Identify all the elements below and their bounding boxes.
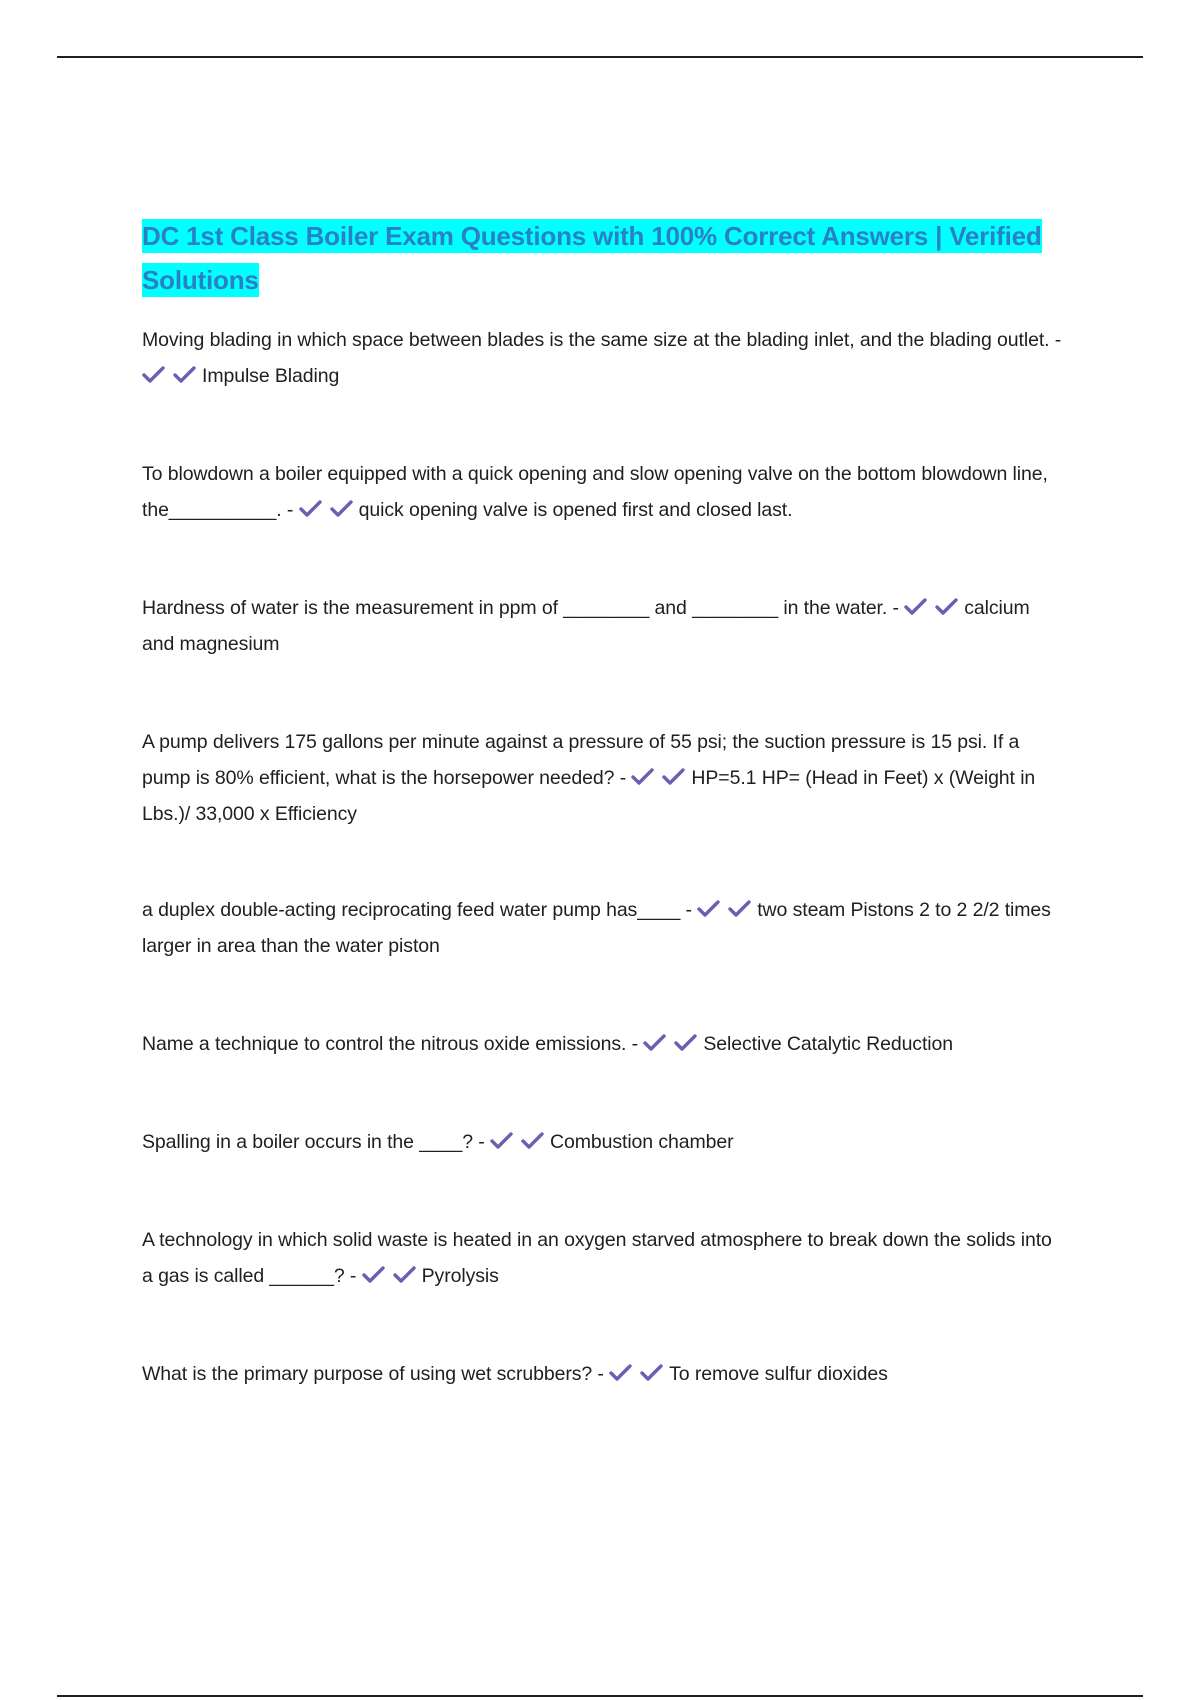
document-title (142, 214, 1067, 302)
qa-item-6 (142, 1026, 1067, 1062)
document-title-text: DC 1st Class Boiler Exam Questions with 100% Correct Answers | Verified Solutions (142, 221, 1042, 295)
double-checkmark-icon (362, 1265, 418, 1285)
qa-item-4 (142, 724, 1067, 832)
answer-text: HP=5.1 HP= (Head in Feet) x (Weight in Lbs.)/ 33,000 x Efficiency (142, 767, 1036, 825)
double-checkmark-icon (490, 1131, 546, 1151)
question-text: A pump delivers 175 gallons per minute against a pressure of 55 psi; the suction pressure is 15 psi. If a pump is 80% efficient, what is the horsepower needed? - (142, 731, 1020, 789)
double-checkmark-icon (142, 365, 198, 385)
answer-text: To remove sulfur dioxides (669, 1363, 888, 1385)
answer-text: quick opening valve is opened first and closed last. (358, 499, 793, 521)
double-checkmark-icon (609, 1363, 665, 1383)
answer-text: Impulse Blading (202, 365, 340, 387)
question-text: Moving blading in which space between blades is the same size at the blading inlet, and the blading outlet. - (142, 329, 1062, 351)
answer-text: Pyrolysis (421, 1265, 499, 1287)
question-text: Name a technique to control the nitrous oxide emissions. - (142, 1033, 644, 1055)
double-checkmark-icon (697, 899, 753, 919)
answer-text: calcium and magnesium (142, 597, 1030, 655)
qa-item-5 (142, 892, 1067, 964)
question-text: A technology in which solid waste is heated in an oxygen starved atmosphere to break down the solids into a gas is called ______? - (142, 1229, 1052, 1287)
document-body (142, 214, 1067, 1454)
qa-item-8 (142, 1222, 1067, 1294)
double-checkmark-icon (631, 767, 687, 787)
qa-item-3 (142, 590, 1067, 662)
question-text: What is the primary purpose of using wet scrubbers? - (142, 1363, 610, 1385)
answer-text: Combustion chamber (550, 1131, 734, 1153)
answer-text: two steam Pistons 2 to 2 2/2 times larger in area than the water piston (142, 899, 1051, 957)
question-text: Spalling in a boiler occurs in the ____? - (142, 1131, 490, 1153)
bottom-rule (57, 1695, 1143, 1697)
top-rule (57, 56, 1143, 58)
question-text: Hardness of water is the measurement in ppm of ________ and ________ in the water. - (142, 597, 905, 619)
qa-item-9 (142, 1356, 1067, 1392)
qa-item-7 (142, 1124, 1067, 1160)
double-checkmark-icon (904, 597, 960, 617)
double-checkmark-icon (299, 499, 355, 519)
double-checkmark-icon (643, 1033, 699, 1053)
qa-item-1 (142, 322, 1067, 394)
question-text: To blowdown a boiler equipped with a quick opening and slow opening valve on the bottom blowdown line, the__________. - (142, 463, 1048, 521)
answer-text: Selective Catalytic Reduction (703, 1033, 953, 1055)
qa-item-2 (142, 456, 1067, 528)
question-text: a duplex double-acting reciprocating feed water pump has____ - (142, 899, 698, 921)
